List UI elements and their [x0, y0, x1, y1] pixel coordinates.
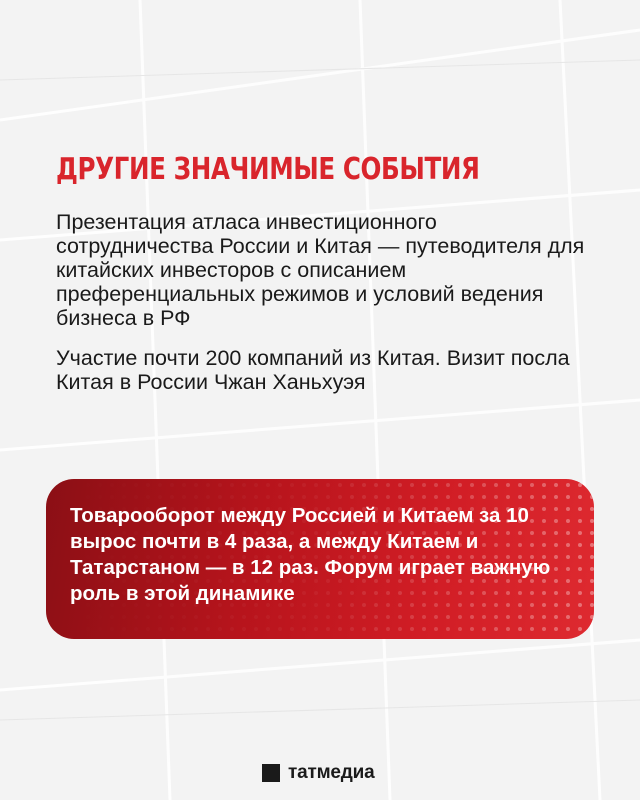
paragraph-participants: Участие почти 200 компаний из Китая. Визит посла Китая в России Чжан Ханьхуэя: [56, 346, 570, 394]
paragraph-atlas: Презентация атласа инвестиционного сотрудничества России и Китая — путеводителя для китайских инвесторов с описанием преференциальных режимов и условий ведения бизнеса в РФ: [56, 210, 585, 330]
highlight-text: Товарооборот между Россией и Китаем за 10 вырос почти в 4 раза, а между Китаем и Татарстаном — в 12 раз. Форум играет важную роль в этой динамике: [70, 504, 551, 605]
square-logo-icon: [262, 764, 280, 782]
logo-text: татмедиа: [288, 762, 375, 783]
highlight-box: [46, 479, 594, 639]
slide-title: ДРУГИЕ ЗНАЧИМЫЕ СОБЫТИЯ: [56, 152, 480, 187]
main-content: [56, 150, 596, 394]
footer-logo: [262, 762, 375, 784]
